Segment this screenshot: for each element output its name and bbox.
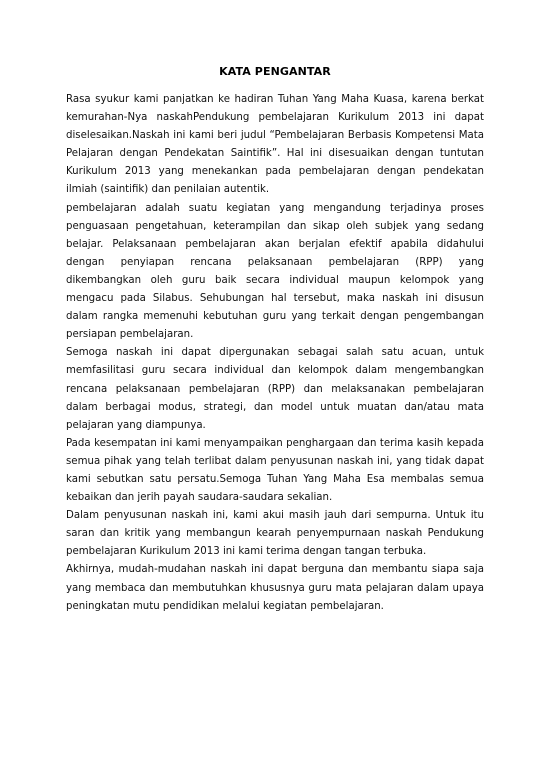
paragraph-acknowledgement: Pada kesempatan ini kami menyampaikan penghargaan dan terima kasih kepada semua pihak yang telah terlibat dalam penyusunan naskah ini, yang tidak dapat kami sebutkan satu persatu.Semoga Tuhan Yang Maha Esa membalas semua kebaikan dan jerih payah saudara-saudara sekalian. xyxy=(66,437,484,504)
document-body xyxy=(66,91,484,616)
paragraph-intro: Rasa syukur kami panjatkan ke hadiran Tuhan Yang Maha Kuasa, karena berkat kemurahan-Nya naskahPendukung pembelajaran Kurikulum 2013 ini dapat diselesaikan.Naskah ini kami beri judul “Pembelajaran Berbasis Kompetensi Mata Pelajaran dengan Pendekatan Saintifik”. Hal ini disesuaikan dengan tuntutan Kurikulum 2013 yang menekankan pada pembelajaran dengan pendekatan ilmiah (saintifik) dan penilaian autentik. xyxy=(66,94,484,196)
page-title: KATA PENGANTAR xyxy=(219,65,331,78)
paragraph-purpose: Semoga naskah ini dapat dipergunakan sebagai salah satu acuan, untuk memfasilitasi guru secara individual dan kelompok dalam mengembangkan rencana pelaksanaan pembelajaran (RPP) dan melaksanakan pembelajaran dalam berbagai modus, strategi, dan model untuk muatan dan/atau mata pelajaran yang diampunya. xyxy=(66,347,484,431)
paragraph-learning-definition: pembelajaran adalah suatu kegiatan yang mengandung terjadinya proses penguasaan pengetahuan, keterampilan dan sikap oleh subjek yang sedang belajar. Pelaksanaan pembelajaran akan berjalan efektif apabila didahului dengan penyiapan rencana pelaksanaan pembelajaran (RPP) yang dikembangkan oleh guru baik secara individual maupun kelompok yang mengacu pada Silabus. Sehubungan hal tersebut, maka naskah ini disusun dalam rangka memenuhi kebutuhan guru yang terkait dengan pengembangan persiapan pembelajaran. xyxy=(66,202,484,341)
paragraph-closing: Akhirnya, mudah-mudahan naskah ini dapat berguna dan membantu siapa saja yang membaca dan membutuhkan khususnya guru mata pelajaran dalam upaya peningkatan mutu pendidikan melalui kegiatan pembelajaran. xyxy=(66,564,484,612)
paragraph-feedback: Dalam penyusunan naskah ini, kami akui masih jauh dari sempurna. Untuk itu saran dan kritik yang membangun kearah penyempurnaan naskah Pendukung pembelajaran Kurikulum 2013 ini kami terima dengan tangan terbuka. xyxy=(66,510,484,558)
